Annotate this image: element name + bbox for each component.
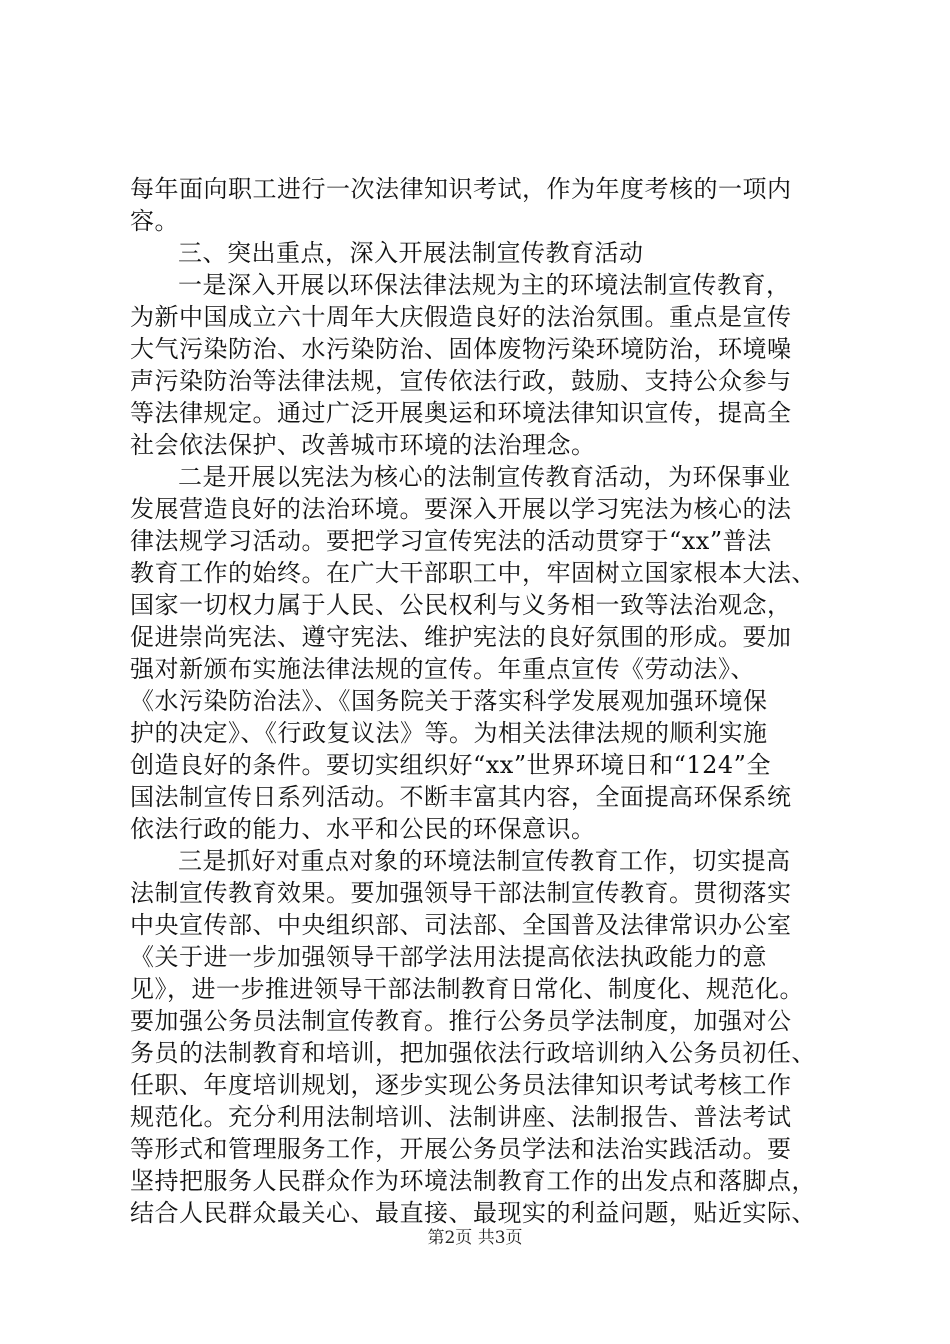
text-line: 二是开展以宪法为核心的法制宣传教育活动，为环保事业 [178, 463, 791, 491]
text-line: 《水污染防治法》、《国务院关于落实科学发展观加强环境保 [130, 687, 768, 715]
text-line: 三、突出重点，深入开展法制宣传教育活动 [178, 239, 644, 267]
text-line: 律法规学习活动。要把学习宣传宪法的活动贯穿于“xx”普法 [130, 527, 772, 555]
text-line: 要加强公务员法制宣传教育。推行公务员学法制度，加强对公 [130, 1007, 792, 1035]
document-body [130, 173, 830, 1229]
text-line: 容。 [130, 207, 179, 235]
text-line: 为新中国成立六十周年大庆假造良好的法治氛围。重点是宣传 [130, 303, 792, 331]
text-line: 一是深入开展以环保法律法规为主的环境法制宣传教育， [178, 271, 791, 299]
text-line: 坚持把服务人民群众作为环境法制教育工作的出发点和落脚点， [130, 1167, 816, 1195]
page-footer: 第2页 共3页 [427, 1228, 523, 1248]
text-line: 大气污染防治、水污染防治、固体废物污染环境防治，环境噪 [130, 335, 792, 363]
text-line: 护的决定》、《行政复议法》等。为相关法律法规的顺利实施 [130, 719, 768, 747]
text-line: 国家一切权力属于人民、公民权利与义务相一致等法治观念， [130, 591, 792, 619]
text-line: 任职、年度培训规划，逐步实现公务员法律知识考试考核工作 [130, 1071, 792, 1099]
text-line: 等法律规定。通过广泛开展奥运和环境法律知识宣传，提高全 [130, 399, 792, 427]
text-line: 依法行政的能力、水平和公民的环保意识。 [130, 815, 596, 843]
text-line: 强对新颁布实施法律法规的宣传。年重点宣传《劳动法》、 [130, 655, 755, 683]
text-line: 每年面向职工进行一次法律知识考试，作为年度考核的一项内 [130, 175, 792, 203]
text-line: 教育工作的始终。在广大干部职工中，牢固树立国家根本大法、 [130, 559, 816, 587]
text-line: 声污染防治等法律法规，宣传依法行政，鼓励、支持公众参与 [130, 367, 792, 395]
text-line: 发展营造良好的法治环境。要深入开展以学习宪法为核心的法 [130, 495, 792, 523]
text-line: 结合人民群众最关心、最直接、最现实的利益问题，贴近实际、 [130, 1199, 816, 1227]
text-line: 等形式和管理服务工作，开展公务员学法和法治实践活动。要 [130, 1135, 792, 1163]
text-line: 务员的法制教育和培训，把加强依法行政培训纳入公务员初任、 [130, 1039, 816, 1067]
text-line: 社会依法保护、改善城市环境的法治理念。 [130, 431, 596, 459]
text-line: 法制宣传教育效果。要加强领导干部法制宣传教育。贯彻落实 [130, 879, 792, 907]
text-line: 创造良好的条件。要切实组织好“xx”世界环境日和“124”全 [130, 751, 771, 779]
text-line: 规范化。充分利用法制培训、法制讲座、法制报告、普法考试 [130, 1103, 792, 1131]
text-line: 三是抓好对重点对象的环境法制宣传教育工作，切实提高 [178, 847, 791, 875]
text-line: 中央宣传部、中央组织部、司法部、全国普及法律常识办公室 [130, 911, 792, 939]
text-line: 促进崇尚宪法、遵守宪法、维护宪法的良好氛围的形成。要加 [130, 623, 792, 651]
text-line: 《关于进一步加强领导干部学法用法提高依法执政能力的意 [130, 943, 767, 971]
text-line: 见》，进一步推进领导干部法制教育日常化、制度化、规范化。 [130, 975, 804, 1003]
text-line: 国法制宣传日系列活动。不断丰富其内容，全面提高环保系统 [130, 783, 792, 811]
